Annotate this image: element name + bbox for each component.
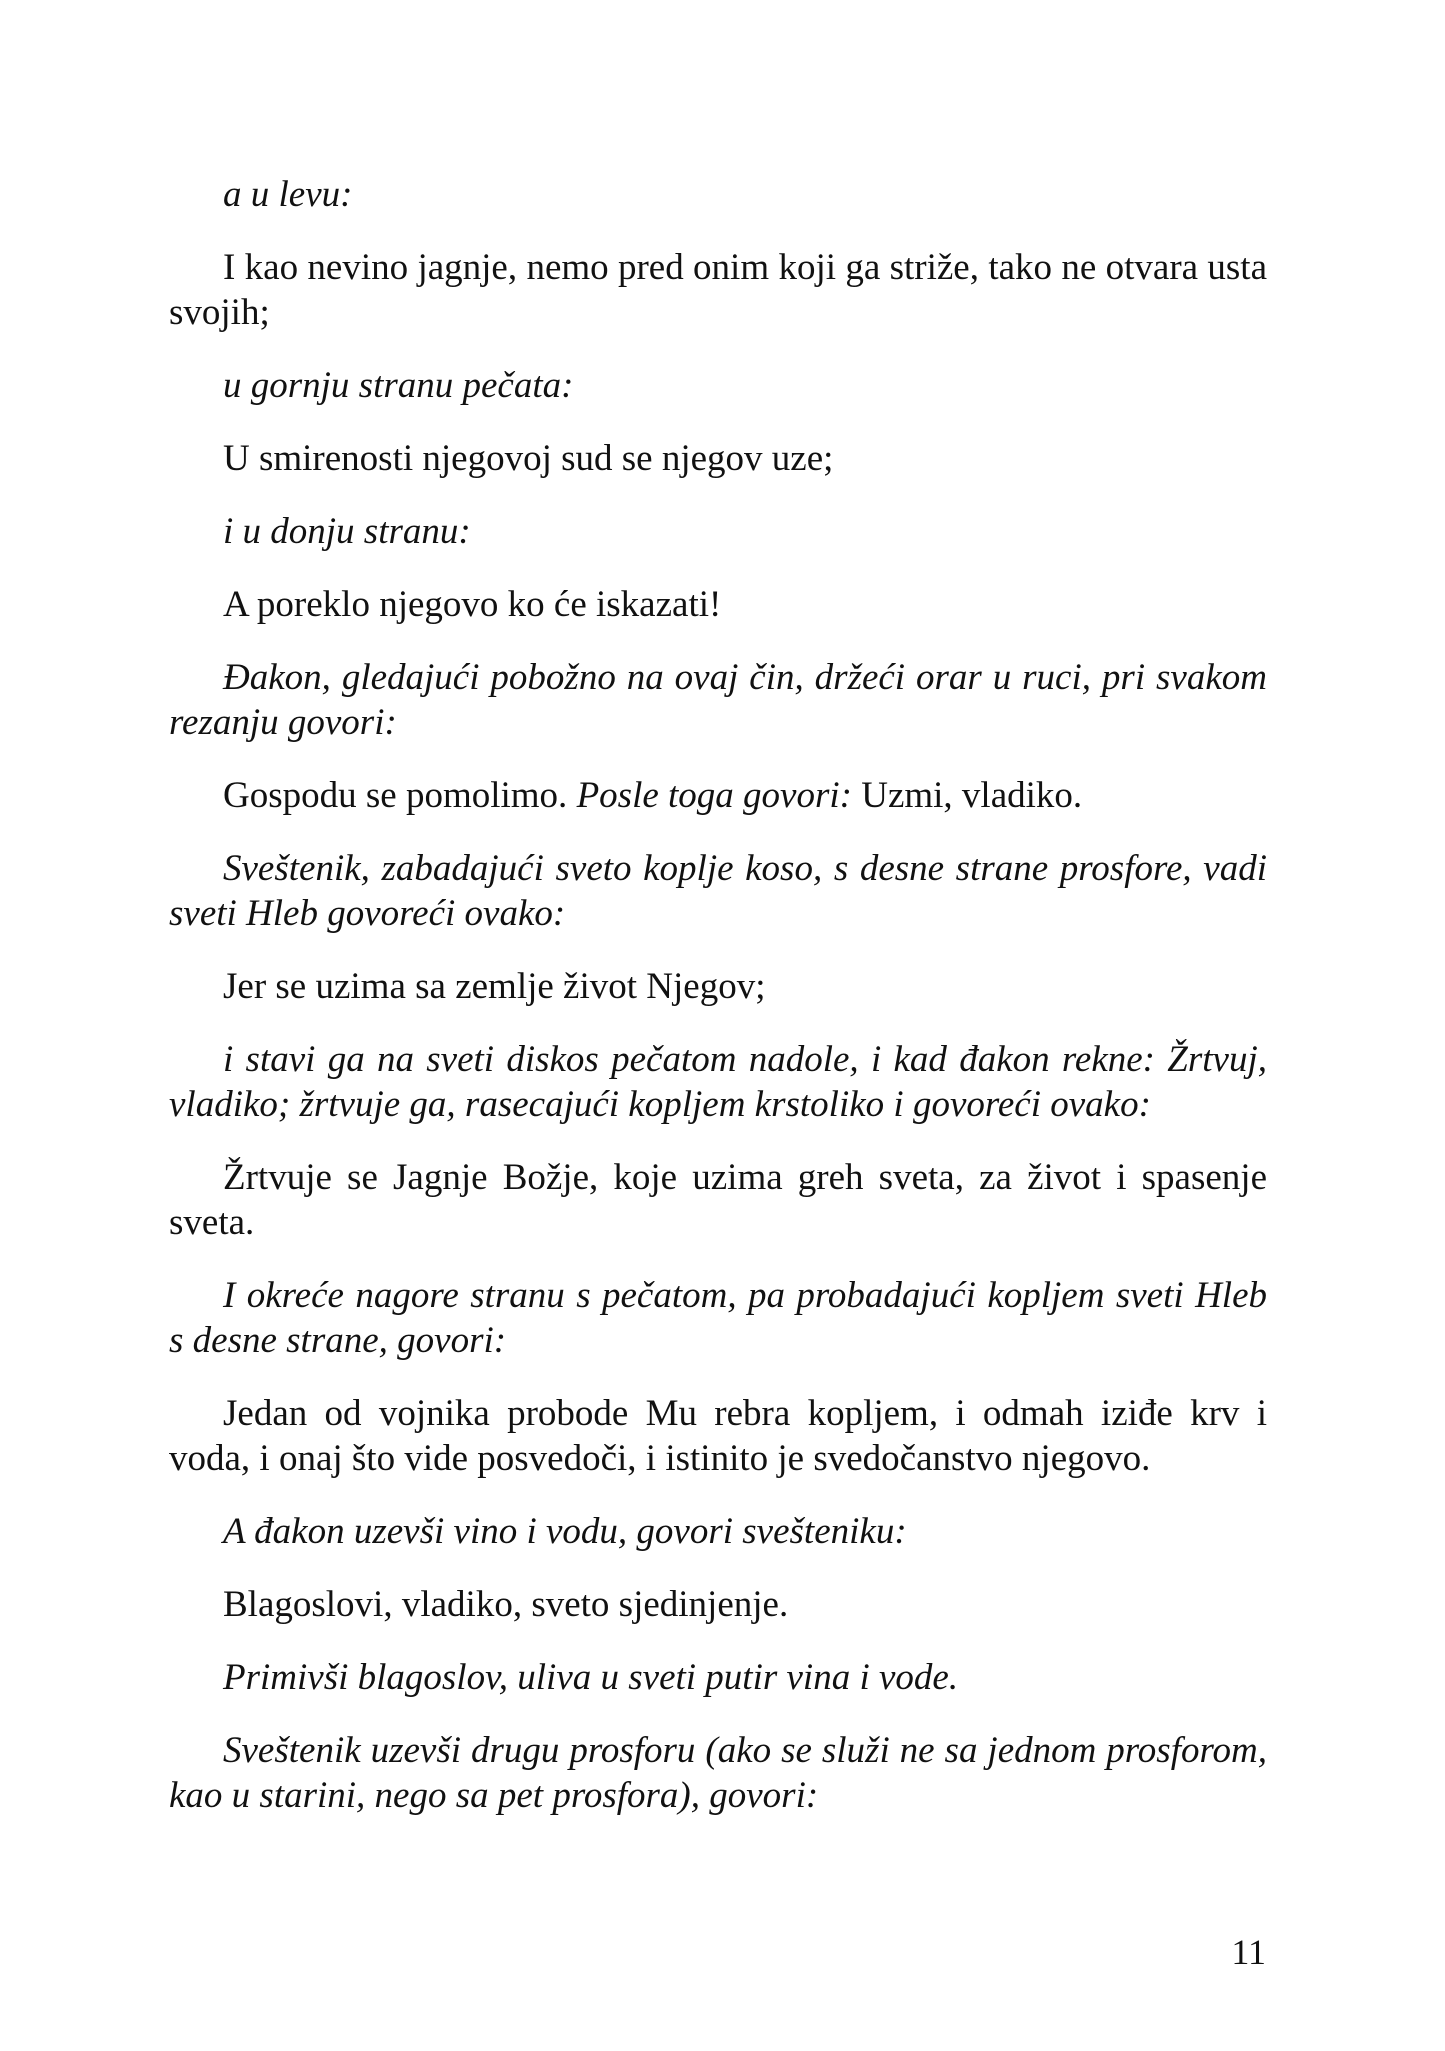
prayer-paragraph: Blagoslovi, vladiko, sveto sjedinjenje. — [223, 1584, 789, 1625]
rubric-paragraph: a u levu: — [223, 174, 353, 215]
rubric-paragraph: Sveštenik uzevši drugu prosforu (ako se služi ne sa jednom prosforom, kao u starini, nego sa pet prosfora), govori: — [169, 1730, 1267, 1816]
rubric-paragraph: Primivši blagoslov, uliva u sveti putir vina i vode. — [223, 1657, 959, 1698]
prayer-text: Uzmi, vladiko. — [851, 775, 1083, 816]
page-number: 11 — [1231, 1932, 1266, 1972]
prayer-paragraph: Žrtvuje se Jagnje Božje, koje uzima greh sveta, za život i spasenje sveta. — [169, 1157, 1267, 1243]
prayer-paragraph: I kao nevino jagnje, nemo pred onim koji ga striže, tako ne otvara usta svojih; — [169, 247, 1267, 333]
rubric-paragraph: A đakon uzevši vino i vodu, govori svešteniku: — [223, 1511, 907, 1552]
mixed-paragraph — [169, 773, 1267, 818]
prayer-paragraph: A poreklo njegovo ko će iskazati! — [223, 584, 722, 625]
rubric-text: Posle toga govori: — [576, 775, 852, 816]
prayer-text: Gospodu se pomolimo. — [223, 775, 577, 816]
rubric-paragraph: i stavi ga na sveti diskos pečatom nadole, i kad đakon rekne: Žrtvuj, vladiko; žrtvuje ga, rasecajući kopljem krstoliko i govoreći ovako: — [169, 1039, 1267, 1125]
rubric-paragraph: Đakon, gledajući pobožno na ovaj čin, držeći orar u ruci, pri svakom rezanju govori: — [169, 657, 1267, 743]
prayer-paragraph: Jedan od vojnika probode Mu rebra kopljem, i odmah iziđe krv i voda, i onaj što vide posvedoči, i istinito je svedočanstvo njegovo. — [169, 1393, 1267, 1479]
rubric-paragraph: i u donju stranu: — [223, 511, 471, 552]
page-body — [169, 172, 1267, 1846]
rubric-paragraph: u gornju stranu pečata: — [223, 365, 574, 406]
rubric-paragraph: I okreće nagore stranu s pečatom, pa probadajući kopljem sveti Hleb s desne strane, govori: — [169, 1275, 1267, 1361]
prayer-paragraph: Jer se uzima sa zemlje život Njegov; — [223, 966, 766, 1007]
rubric-paragraph: Sveštenik, zabadajući sveto koplje koso, s desne strane prosfore, vadi sveti Hleb govoreći ovako: — [169, 848, 1267, 934]
prayer-paragraph: U smirenosti njegovoj sud se njegov uze; — [223, 438, 834, 479]
